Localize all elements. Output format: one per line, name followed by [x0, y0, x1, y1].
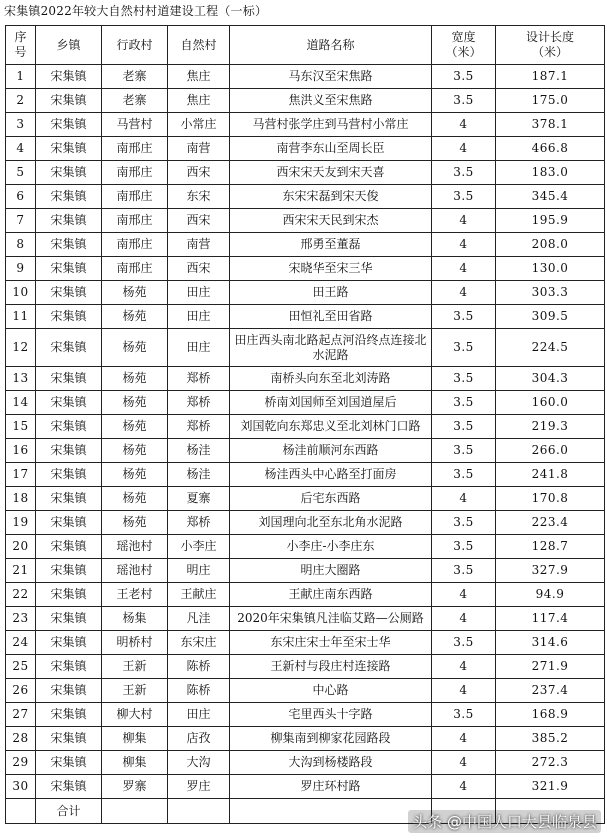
cell-road-name: 柳集南到柳家花园路段: [230, 727, 432, 751]
cell-length: 303.3: [496, 281, 605, 305]
cell-natural-village: 凡洼: [168, 607, 230, 631]
cell-natural-village: 焦庄: [168, 89, 230, 113]
cell-natural-village: 杨洼: [168, 439, 230, 463]
cell-width: 3.5: [432, 463, 496, 487]
cell-length: 94.9: [496, 583, 605, 607]
cell-township: 宋集镇: [36, 703, 102, 727]
cell-length: 187.1: [496, 65, 605, 89]
cell-width: 4: [432, 607, 496, 631]
cell-natural-village: 田庄: [168, 281, 230, 305]
cell-road-name: 西宋宋天民到宋杰: [230, 209, 432, 233]
cell-admin-village: 瑶池村: [102, 559, 168, 583]
cell-road-name: 桥南刘国师至刘国道屋后: [230, 391, 432, 415]
cell-seq: 23: [6, 607, 36, 631]
cell-road-name: 焦洪义至宋焦路: [230, 89, 432, 113]
cell-seq: 19: [6, 511, 36, 535]
cell-natural-village: 店孜: [168, 727, 230, 751]
table-row: [6, 511, 605, 535]
table-row: [6, 583, 605, 607]
cell-road-name: 田庄西头南北路起点河沿终点连接北水泥路: [230, 329, 432, 367]
cell-admin-village: 杨苑: [102, 391, 168, 415]
cell-road-name: 刘国乾向东郑忠义至北刘林门口路: [230, 415, 432, 439]
cell-road-name: 大沟到杨楼路段: [230, 751, 432, 775]
table-row: [6, 727, 605, 751]
cell-admin-village: 杨苑: [102, 281, 168, 305]
cell-admin-village: 杨苑: [102, 511, 168, 535]
table-row: [6, 89, 605, 113]
header-width: [432, 26, 496, 65]
cell-natural-village: 陈桥: [168, 679, 230, 703]
cell-seq: 21: [6, 559, 36, 583]
cell-road-name: 罗庄环村路: [230, 775, 432, 799]
cell-admin-village: 老寨: [102, 65, 168, 89]
cell-width: 3.5: [432, 631, 496, 655]
cell-width: 3.5: [432, 89, 496, 113]
cell-road-name: 王献庄南东西路: [230, 583, 432, 607]
header-width-line1: 宽度: [451, 30, 476, 44]
total-cell-empty: [168, 799, 230, 824]
cell-township: 宋集镇: [36, 209, 102, 233]
cell-width: 3.5: [432, 415, 496, 439]
cell-admin-village: 杨集: [102, 607, 168, 631]
table-row: [6, 185, 605, 209]
cell-length: 321.9: [496, 775, 605, 799]
cell-road-name: 杨洼西头中心路至打面房: [230, 463, 432, 487]
cell-seq: 10: [6, 281, 36, 305]
cell-seq: 5: [6, 161, 36, 185]
cell-length: 195.9: [496, 209, 605, 233]
cell-seq: 8: [6, 233, 36, 257]
cell-natural-village: 田庄: [168, 703, 230, 727]
cell-natural-village: 陈桥: [168, 655, 230, 679]
cell-admin-village: 罗寨: [102, 775, 168, 799]
cell-township: 宋集镇: [36, 367, 102, 391]
table-row: [6, 257, 605, 281]
cell-seq: 13: [6, 367, 36, 391]
cell-admin-village: 柳大村: [102, 703, 168, 727]
cell-road-name: 王新村与段庄村连接路: [230, 655, 432, 679]
cell-natural-village: 小李庄: [168, 535, 230, 559]
cell-width: 4: [432, 113, 496, 137]
cell-natural-village: 南营: [168, 137, 230, 161]
cell-road-name: 邢勇至董磊: [230, 233, 432, 257]
cell-township: 宋集镇: [36, 137, 102, 161]
cell-natural-village: 南营: [168, 233, 230, 257]
total-cell-empty: [230, 799, 432, 824]
table-row: [6, 305, 605, 329]
cell-natural-village: 东宋庄: [168, 631, 230, 655]
cell-seq: 7: [6, 209, 36, 233]
cell-length: 170.8: [496, 487, 605, 511]
cell-length: 175.0: [496, 89, 605, 113]
header-width-line2: （米）: [445, 45, 482, 59]
cell-township: 宋集镇: [36, 233, 102, 257]
cell-road-name: 刘国理向北至东北角水泥路: [230, 511, 432, 535]
cell-length: 183.0: [496, 161, 605, 185]
header-length-line1: 设计长度: [525, 30, 574, 44]
cell-width: 3.5: [432, 305, 496, 329]
header-seq-line1: 序: [14, 30, 27, 44]
cell-admin-village: 柳集: [102, 727, 168, 751]
cell-length: 304.3: [496, 367, 605, 391]
cell-natural-village: 西宋: [168, 209, 230, 233]
cell-seq: 14: [6, 391, 36, 415]
cell-admin-village: 杨苑: [102, 367, 168, 391]
cell-admin-village: 南邢庄: [102, 209, 168, 233]
cell-width: 3.5: [432, 329, 496, 367]
cell-length: 345.4: [496, 185, 605, 209]
cell-township: 宋集镇: [36, 415, 102, 439]
cell-road-name: 田王路: [230, 281, 432, 305]
cell-length: 272.3: [496, 751, 605, 775]
table-row: [6, 137, 605, 161]
cell-road-name: 南营李东山至周长臣: [230, 137, 432, 161]
table-row: [6, 65, 605, 89]
cell-seq: 11: [6, 305, 36, 329]
cell-road-name: 杨洼前顺河东西路: [230, 439, 432, 463]
cell-admin-village: 明桥村: [102, 631, 168, 655]
cell-admin-village: 老寨: [102, 89, 168, 113]
cell-natural-village: 西宋: [168, 257, 230, 281]
cell-admin-village: 杨苑: [102, 439, 168, 463]
header-admin-village: 行政村: [102, 26, 168, 65]
cell-township: 宋集镇: [36, 751, 102, 775]
cell-township: 宋集镇: [36, 329, 102, 367]
table-row: [6, 679, 605, 703]
cell-natural-village: 田庄: [168, 305, 230, 329]
table-row: [6, 439, 605, 463]
cell-road-name: 东宋宋磊到宋天俊: [230, 185, 432, 209]
cell-width: 4: [432, 257, 496, 281]
cell-road-name: 东宋庄宋士年至宋士华: [230, 631, 432, 655]
cell-admin-village: 杨苑: [102, 463, 168, 487]
cell-township: 宋集镇: [36, 559, 102, 583]
table-row: [6, 535, 605, 559]
cell-length: 223.4: [496, 511, 605, 535]
source-watermark: 头条 @中国人口大县临泉县: [408, 810, 601, 833]
cell-seq: 17: [6, 463, 36, 487]
cell-seq: 28: [6, 727, 36, 751]
table-row: [6, 463, 605, 487]
cell-township: 宋集镇: [36, 463, 102, 487]
cell-natural-village: 东宋: [168, 185, 230, 209]
cell-length: 219.3: [496, 415, 605, 439]
cell-road-name: 南桥头向东至北刘涛路: [230, 367, 432, 391]
cell-natural-village: 大沟: [168, 751, 230, 775]
cell-natural-village: 田庄: [168, 329, 230, 367]
cell-width: 4: [432, 775, 496, 799]
cell-length: 117.4: [496, 607, 605, 631]
cell-admin-village: 王新: [102, 655, 168, 679]
cell-length: 160.0: [496, 391, 605, 415]
table-row: [6, 329, 605, 367]
cell-length: 208.0: [496, 233, 605, 257]
cell-natural-village: 明庄: [168, 559, 230, 583]
cell-admin-village: 南邢庄: [102, 233, 168, 257]
cell-length: 327.9: [496, 559, 605, 583]
cell-admin-village: 杨苑: [102, 305, 168, 329]
table-row: [6, 487, 605, 511]
cell-township: 宋集镇: [36, 113, 102, 137]
cell-length: 168.9: [496, 703, 605, 727]
header-road-name: 道路名称: [230, 26, 432, 65]
cell-road-name: 宅里西头十字路: [230, 703, 432, 727]
total-cell-empty: [102, 799, 168, 824]
cell-seq: 26: [6, 679, 36, 703]
table-row: [6, 233, 605, 257]
cell-length: 224.5: [496, 329, 605, 367]
table-row: [6, 631, 605, 655]
header-natural-village: 自然村: [168, 26, 230, 65]
cell-township: 宋集镇: [36, 727, 102, 751]
cell-seq: 18: [6, 487, 36, 511]
cell-township: 宋集镇: [36, 679, 102, 703]
table-row: [6, 751, 605, 775]
header-row: [6, 26, 605, 65]
cell-width: 4: [432, 233, 496, 257]
cell-seq: 1: [6, 65, 36, 89]
total-cell-empty: [6, 799, 36, 824]
table-row: [6, 391, 605, 415]
cell-admin-village: 南邢庄: [102, 257, 168, 281]
cell-admin-village: 杨苑: [102, 415, 168, 439]
cell-township: 宋集镇: [36, 655, 102, 679]
cell-length: 385.2: [496, 727, 605, 751]
cell-township: 宋集镇: [36, 185, 102, 209]
cell-length: 128.7: [496, 535, 605, 559]
cell-natural-village: 郑桥: [168, 415, 230, 439]
cell-length: 466.8: [496, 137, 605, 161]
cell-width: 4: [432, 583, 496, 607]
cell-length: 237.4: [496, 679, 605, 703]
table-row: [6, 655, 605, 679]
cell-road-name: 马东汉至宋焦路: [230, 65, 432, 89]
table-row: [6, 161, 605, 185]
header-length-line2: （米）: [531, 45, 568, 59]
table-row: [6, 607, 605, 631]
cell-seq: 12: [6, 329, 36, 367]
cell-township: 宋集镇: [36, 583, 102, 607]
cell-seq: 3: [6, 113, 36, 137]
cell-length: 266.0: [496, 439, 605, 463]
cell-natural-village: 杨洼: [168, 463, 230, 487]
cell-seq: 25: [6, 655, 36, 679]
table-row: [6, 367, 605, 391]
cell-admin-village: 瑶池村: [102, 535, 168, 559]
cell-road-name: 中心路: [230, 679, 432, 703]
table-row: [6, 775, 605, 799]
cell-width: 4: [432, 209, 496, 233]
cell-road-name: 宋晓华至宋三华: [230, 257, 432, 281]
cell-width: 4: [432, 281, 496, 305]
cell-road-name: 马营村张学庄到马营村小常庄: [230, 113, 432, 137]
cell-admin-village: 杨苑: [102, 329, 168, 367]
cell-township: 宋集镇: [36, 511, 102, 535]
cell-seq: 20: [6, 535, 36, 559]
cell-township: 宋集镇: [36, 607, 102, 631]
cell-seq: 6: [6, 185, 36, 209]
cell-township: 宋集镇: [36, 439, 102, 463]
table-row: [6, 415, 605, 439]
cell-seq: 4: [6, 137, 36, 161]
header-seq-line2: 号: [14, 45, 27, 59]
cell-seq: 15: [6, 415, 36, 439]
cell-road-name: 后宅东西路: [230, 487, 432, 511]
cell-seq: 24: [6, 631, 36, 655]
cell-length: 241.8: [496, 463, 605, 487]
cell-natural-village: 罗庄: [168, 775, 230, 799]
cell-township: 宋集镇: [36, 89, 102, 113]
cell-width: 3.5: [432, 559, 496, 583]
cell-natural-village: 郑桥: [168, 511, 230, 535]
table-row: [6, 113, 605, 137]
cell-width: 4: [432, 487, 496, 511]
cell-township: 宋集镇: [36, 775, 102, 799]
cell-road-name: 田恒礼至田省路: [230, 305, 432, 329]
cell-width: 4: [432, 727, 496, 751]
cell-natural-village: 郑桥: [168, 367, 230, 391]
cell-admin-village: 南邢庄: [102, 185, 168, 209]
cell-natural-village: 西宋: [168, 161, 230, 185]
table-row: [6, 703, 605, 727]
table-body: [6, 65, 605, 799]
cell-road-name: 西宋宋天友到宋天喜: [230, 161, 432, 185]
cell-township: 宋集镇: [36, 281, 102, 305]
cell-township: 宋集镇: [36, 161, 102, 185]
cell-township: 宋集镇: [36, 391, 102, 415]
cell-admin-village: 杨苑: [102, 487, 168, 511]
document-caption: 宋集镇2022年较大自然村村道建设工程（一标）: [4, 4, 268, 18]
cell-width: 3.5: [432, 439, 496, 463]
header-length: [496, 26, 605, 65]
cell-seq: 30: [6, 775, 36, 799]
table-row: [6, 209, 605, 233]
cell-width: 3.5: [432, 161, 496, 185]
cell-width: 3.5: [432, 367, 496, 391]
cell-width: 3.5: [432, 511, 496, 535]
cell-township: 宋集镇: [36, 631, 102, 655]
header-seq: [6, 26, 36, 65]
cell-natural-village: 王献庄: [168, 583, 230, 607]
cell-township: 宋集镇: [36, 487, 102, 511]
cell-length: 378.1: [496, 113, 605, 137]
cell-admin-village: 柳集: [102, 751, 168, 775]
cell-width: 3.5: [432, 535, 496, 559]
cell-admin-village: 南邢庄: [102, 161, 168, 185]
cell-seq: 9: [6, 257, 36, 281]
cell-length: 314.6: [496, 631, 605, 655]
cell-natural-village: 小常庄: [168, 113, 230, 137]
cell-width: 3.5: [432, 185, 496, 209]
cell-length: 309.5: [496, 305, 605, 329]
cell-natural-village: 夏寨: [168, 487, 230, 511]
table-row: [6, 281, 605, 305]
cell-admin-village: 南邢庄: [102, 137, 168, 161]
cell-natural-village: 焦庄: [168, 65, 230, 89]
cell-width: 4: [432, 751, 496, 775]
cell-admin-village: 王新: [102, 679, 168, 703]
cell-road-name: 明庄大圈路: [230, 559, 432, 583]
cell-length: 271.9: [496, 655, 605, 679]
total-label: 合计: [36, 799, 102, 824]
cell-width: 4: [432, 679, 496, 703]
cell-admin-village: 王老村: [102, 583, 168, 607]
cell-admin-village: 马营村: [102, 113, 168, 137]
cell-road-name: 2020年宋集镇凡洼临艾路—公厕路: [230, 607, 432, 631]
header-township: 乡镇: [36, 26, 102, 65]
cell-seq: 27: [6, 703, 36, 727]
cell-width: 3.5: [432, 703, 496, 727]
cell-width: 3.5: [432, 391, 496, 415]
road-project-table: [5, 25, 605, 824]
cell-seq: 16: [6, 439, 36, 463]
cell-width: 4: [432, 137, 496, 161]
cell-length: 130.0: [496, 257, 605, 281]
cell-natural-village: 郑桥: [168, 391, 230, 415]
cell-seq: 29: [6, 751, 36, 775]
cell-township: 宋集镇: [36, 257, 102, 281]
cell-width: 3.5: [432, 65, 496, 89]
cell-seq: 2: [6, 89, 36, 113]
cell-width: 4: [432, 655, 496, 679]
cell-township: 宋集镇: [36, 535, 102, 559]
table-row: [6, 559, 605, 583]
cell-seq: 22: [6, 583, 36, 607]
cell-township: 宋集镇: [36, 65, 102, 89]
cell-road-name: 小李庄-小李庄东: [230, 535, 432, 559]
cell-township: 宋集镇: [36, 305, 102, 329]
